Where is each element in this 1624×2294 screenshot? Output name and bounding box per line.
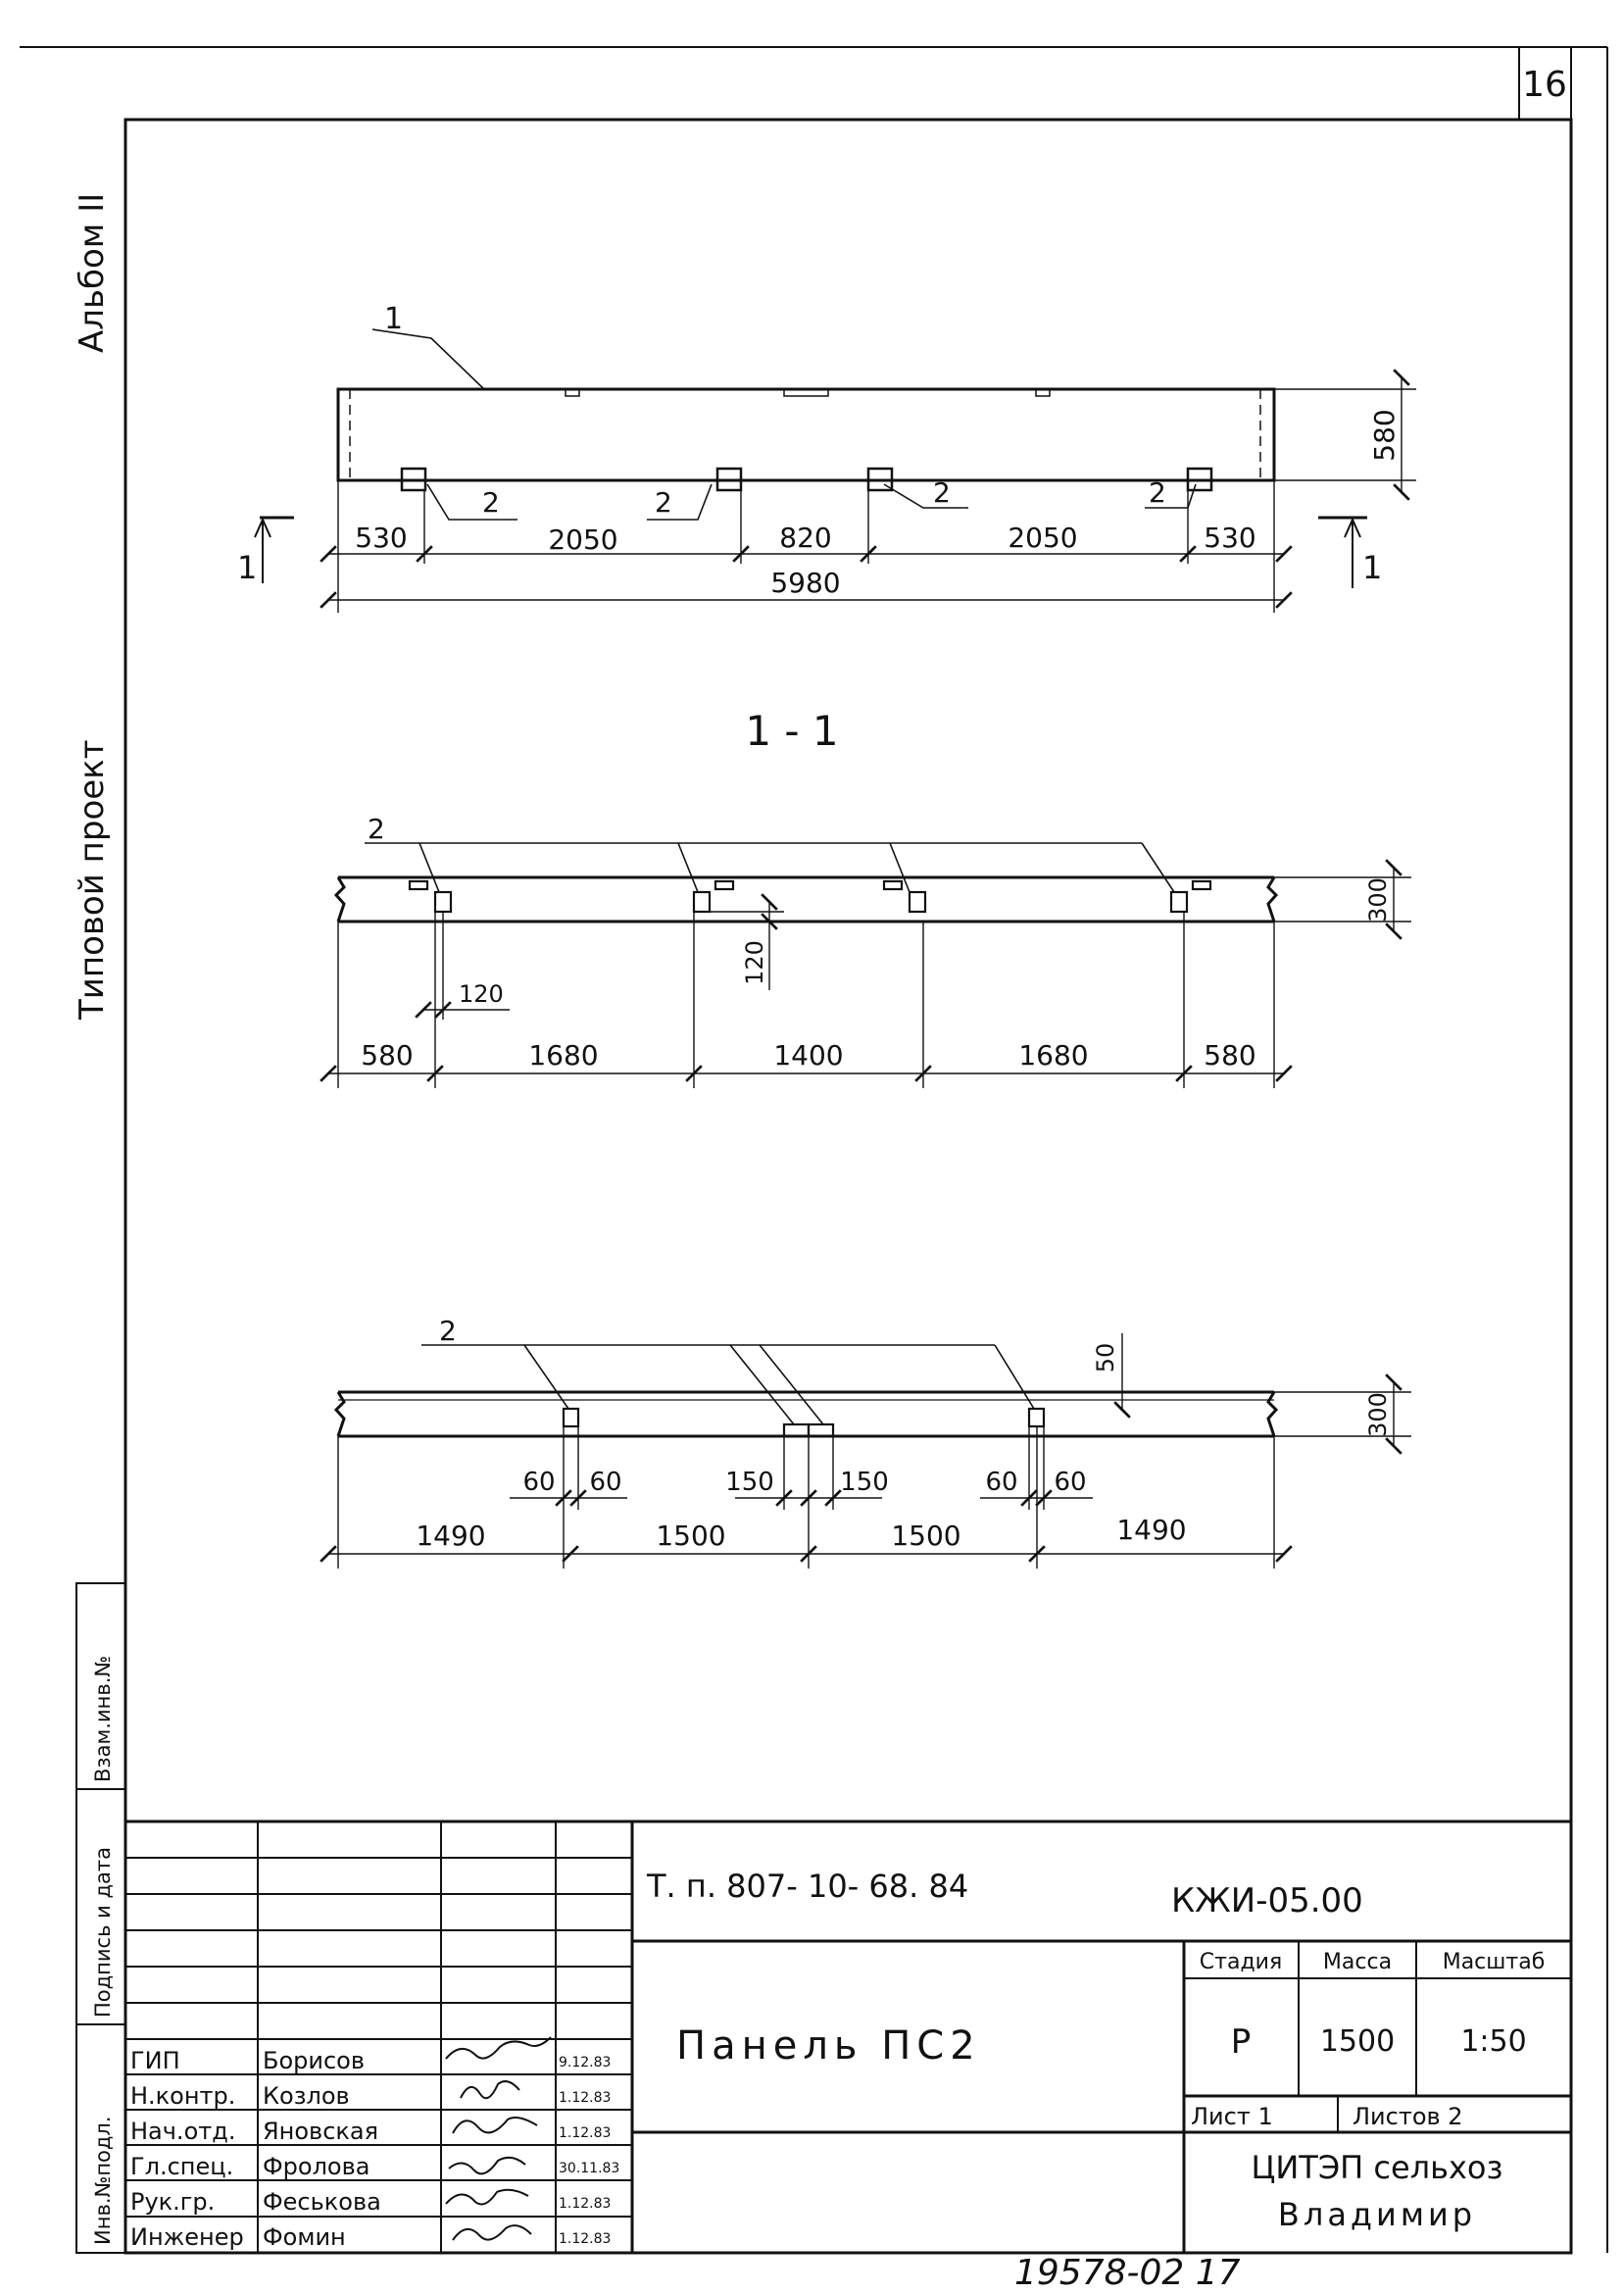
plan-seg-5: 530 bbox=[1204, 522, 1256, 554]
elevation-small-dim-4: 150 bbox=[840, 1468, 889, 1497]
plan-panel-outline bbox=[338, 389, 1274, 480]
plan-height: 580 bbox=[1368, 409, 1401, 462]
plan-seg-4: 2050 bbox=[1008, 522, 1078, 554]
section-seg-2: 1680 bbox=[528, 1039, 599, 1072]
signature-date-label: Подпись и дата bbox=[91, 1847, 115, 2018]
section-seg-4: 1680 bbox=[1018, 1039, 1089, 1072]
section-mark-left: 1 bbox=[237, 549, 258, 586]
staff-date: 1.12.83 bbox=[559, 2125, 612, 2141]
elevation-small-dim-3: 150 bbox=[725, 1468, 774, 1497]
section-thickness: 300 bbox=[1364, 877, 1392, 923]
plan-seg-1: 530 bbox=[355, 522, 408, 554]
elevation-small-dim-6: 60 bbox=[1054, 1468, 1087, 1497]
section-panel-outline bbox=[336, 877, 1276, 922]
plan-seg-2: 2050 bbox=[548, 524, 618, 556]
organization-line1: ЦИТЭП сельхоз bbox=[1251, 2149, 1503, 2186]
staff-role: Нач.отд. bbox=[130, 2118, 236, 2145]
elevation-dimension-lines bbox=[328, 1333, 1411, 1569]
section-seg-5: 580 bbox=[1204, 1039, 1256, 1072]
staff-name: Яновская bbox=[263, 2118, 379, 2145]
sheets-total-label: Листов 2 bbox=[1353, 2103, 1463, 2130]
mass-value: 1500 bbox=[1319, 2024, 1396, 2059]
staff-name: Борисов bbox=[263, 2047, 366, 2074]
elevation-depth: 50 bbox=[1092, 1342, 1119, 1373]
staff-name: Фомин bbox=[263, 2223, 346, 2251]
elevation-panel-outline bbox=[336, 1392, 1276, 1436]
plan-callout-2a: 2 bbox=[482, 486, 500, 519]
section-offset-vertical: 120 bbox=[741, 940, 768, 985]
footer-code: 19578-02 17 bbox=[1014, 2253, 1241, 2293]
section-title: 1 - 1 bbox=[745, 707, 839, 755]
staff-role: Гл.спец. bbox=[130, 2153, 234, 2180]
section-seg-1: 580 bbox=[361, 1039, 414, 1072]
elevation-thickness: 300 bbox=[1364, 1392, 1392, 1437]
section-seg-3: 1400 bbox=[773, 1039, 844, 1072]
elevation-small-dim-2: 60 bbox=[589, 1468, 622, 1497]
plan-callout-2d: 2 bbox=[1149, 476, 1166, 509]
plan-callout-2c: 2 bbox=[933, 476, 951, 509]
elevation-seg-4: 1490 bbox=[1116, 1514, 1187, 1546]
staff-date: 1.12.83 bbox=[559, 2090, 612, 2106]
drawing-code: КЖИ-05.00 bbox=[1171, 1881, 1363, 1920]
plan-view bbox=[237, 302, 1416, 613]
scale-value: 1:50 bbox=[1460, 2024, 1527, 2059]
staff-date: 30.11.83 bbox=[559, 2161, 620, 2176]
elevation-view bbox=[328, 1315, 1411, 1569]
plan-seg-3: 820 bbox=[779, 522, 832, 554]
album-label: Альбом II bbox=[73, 192, 112, 353]
section-leaders bbox=[365, 843, 1174, 892]
staff-role: Инженер bbox=[130, 2223, 244, 2251]
scale-header: Масштаб bbox=[1442, 1950, 1546, 1974]
mass-header: Масса bbox=[1322, 1950, 1393, 1974]
organization-line2: Владимир bbox=[1277, 2196, 1477, 2233]
staff-name: Фролова bbox=[263, 2153, 370, 2180]
replaced-inv-no-label: Взам.инв.№ bbox=[91, 1655, 115, 1782]
elevation-seg-2: 1500 bbox=[656, 1520, 726, 1552]
staff-name: Феськова bbox=[263, 2188, 381, 2216]
elevation-callout: 2 bbox=[439, 1315, 457, 1347]
project-code: Т. п. 807- 10- 68. 84 bbox=[647, 1868, 969, 1905]
staff-table bbox=[130, 2047, 619, 2251]
staff-date: 1.12.83 bbox=[559, 2196, 612, 2212]
elevation-embedded-parts bbox=[564, 1409, 1044, 1436]
project-label: Типовой проект bbox=[73, 739, 112, 1020]
signature-marks bbox=[446, 2037, 551, 2240]
staff-role: ГИП bbox=[130, 2047, 180, 2074]
sheet-number: 16 bbox=[1522, 65, 1567, 105]
elevation-small-dim-1: 60 bbox=[522, 1468, 556, 1497]
sheet-label: Лист 1 bbox=[1191, 2103, 1273, 2130]
section-view bbox=[328, 813, 1411, 1088]
elevation-seg-3: 1500 bbox=[891, 1520, 961, 1552]
staff-role: Н.контр. bbox=[130, 2082, 236, 2110]
section-offset-horizontal: 120 bbox=[459, 980, 504, 1008]
plan-total: 5980 bbox=[770, 567, 841, 599]
elevation-leaders bbox=[421, 1345, 1034, 1424]
plan-callout-2b: 2 bbox=[655, 486, 672, 519]
section-callout: 2 bbox=[368, 813, 385, 845]
stage-value: Р bbox=[1230, 2022, 1252, 2062]
staff-role: Рук.гр. bbox=[130, 2188, 216, 2216]
staff-date: 1.12.83 bbox=[559, 2231, 612, 2247]
plan-callout-1: 1 bbox=[384, 302, 404, 336]
staff-date: 9.12.83 bbox=[559, 2055, 612, 2070]
stage-header: Стадия bbox=[1199, 1950, 1283, 1974]
section-embedded-parts bbox=[410, 881, 1210, 912]
elevation-seg-1: 1490 bbox=[416, 1520, 486, 1552]
section-mark-right: 1 bbox=[1362, 549, 1383, 586]
staff-name: Козлов bbox=[263, 2082, 350, 2110]
inv-no-original-label: Инв.№подл. bbox=[91, 2116, 115, 2245]
elevation-small-dim-5: 60 bbox=[985, 1468, 1018, 1497]
drawing-title: Панель ПС2 bbox=[676, 2023, 981, 2069]
